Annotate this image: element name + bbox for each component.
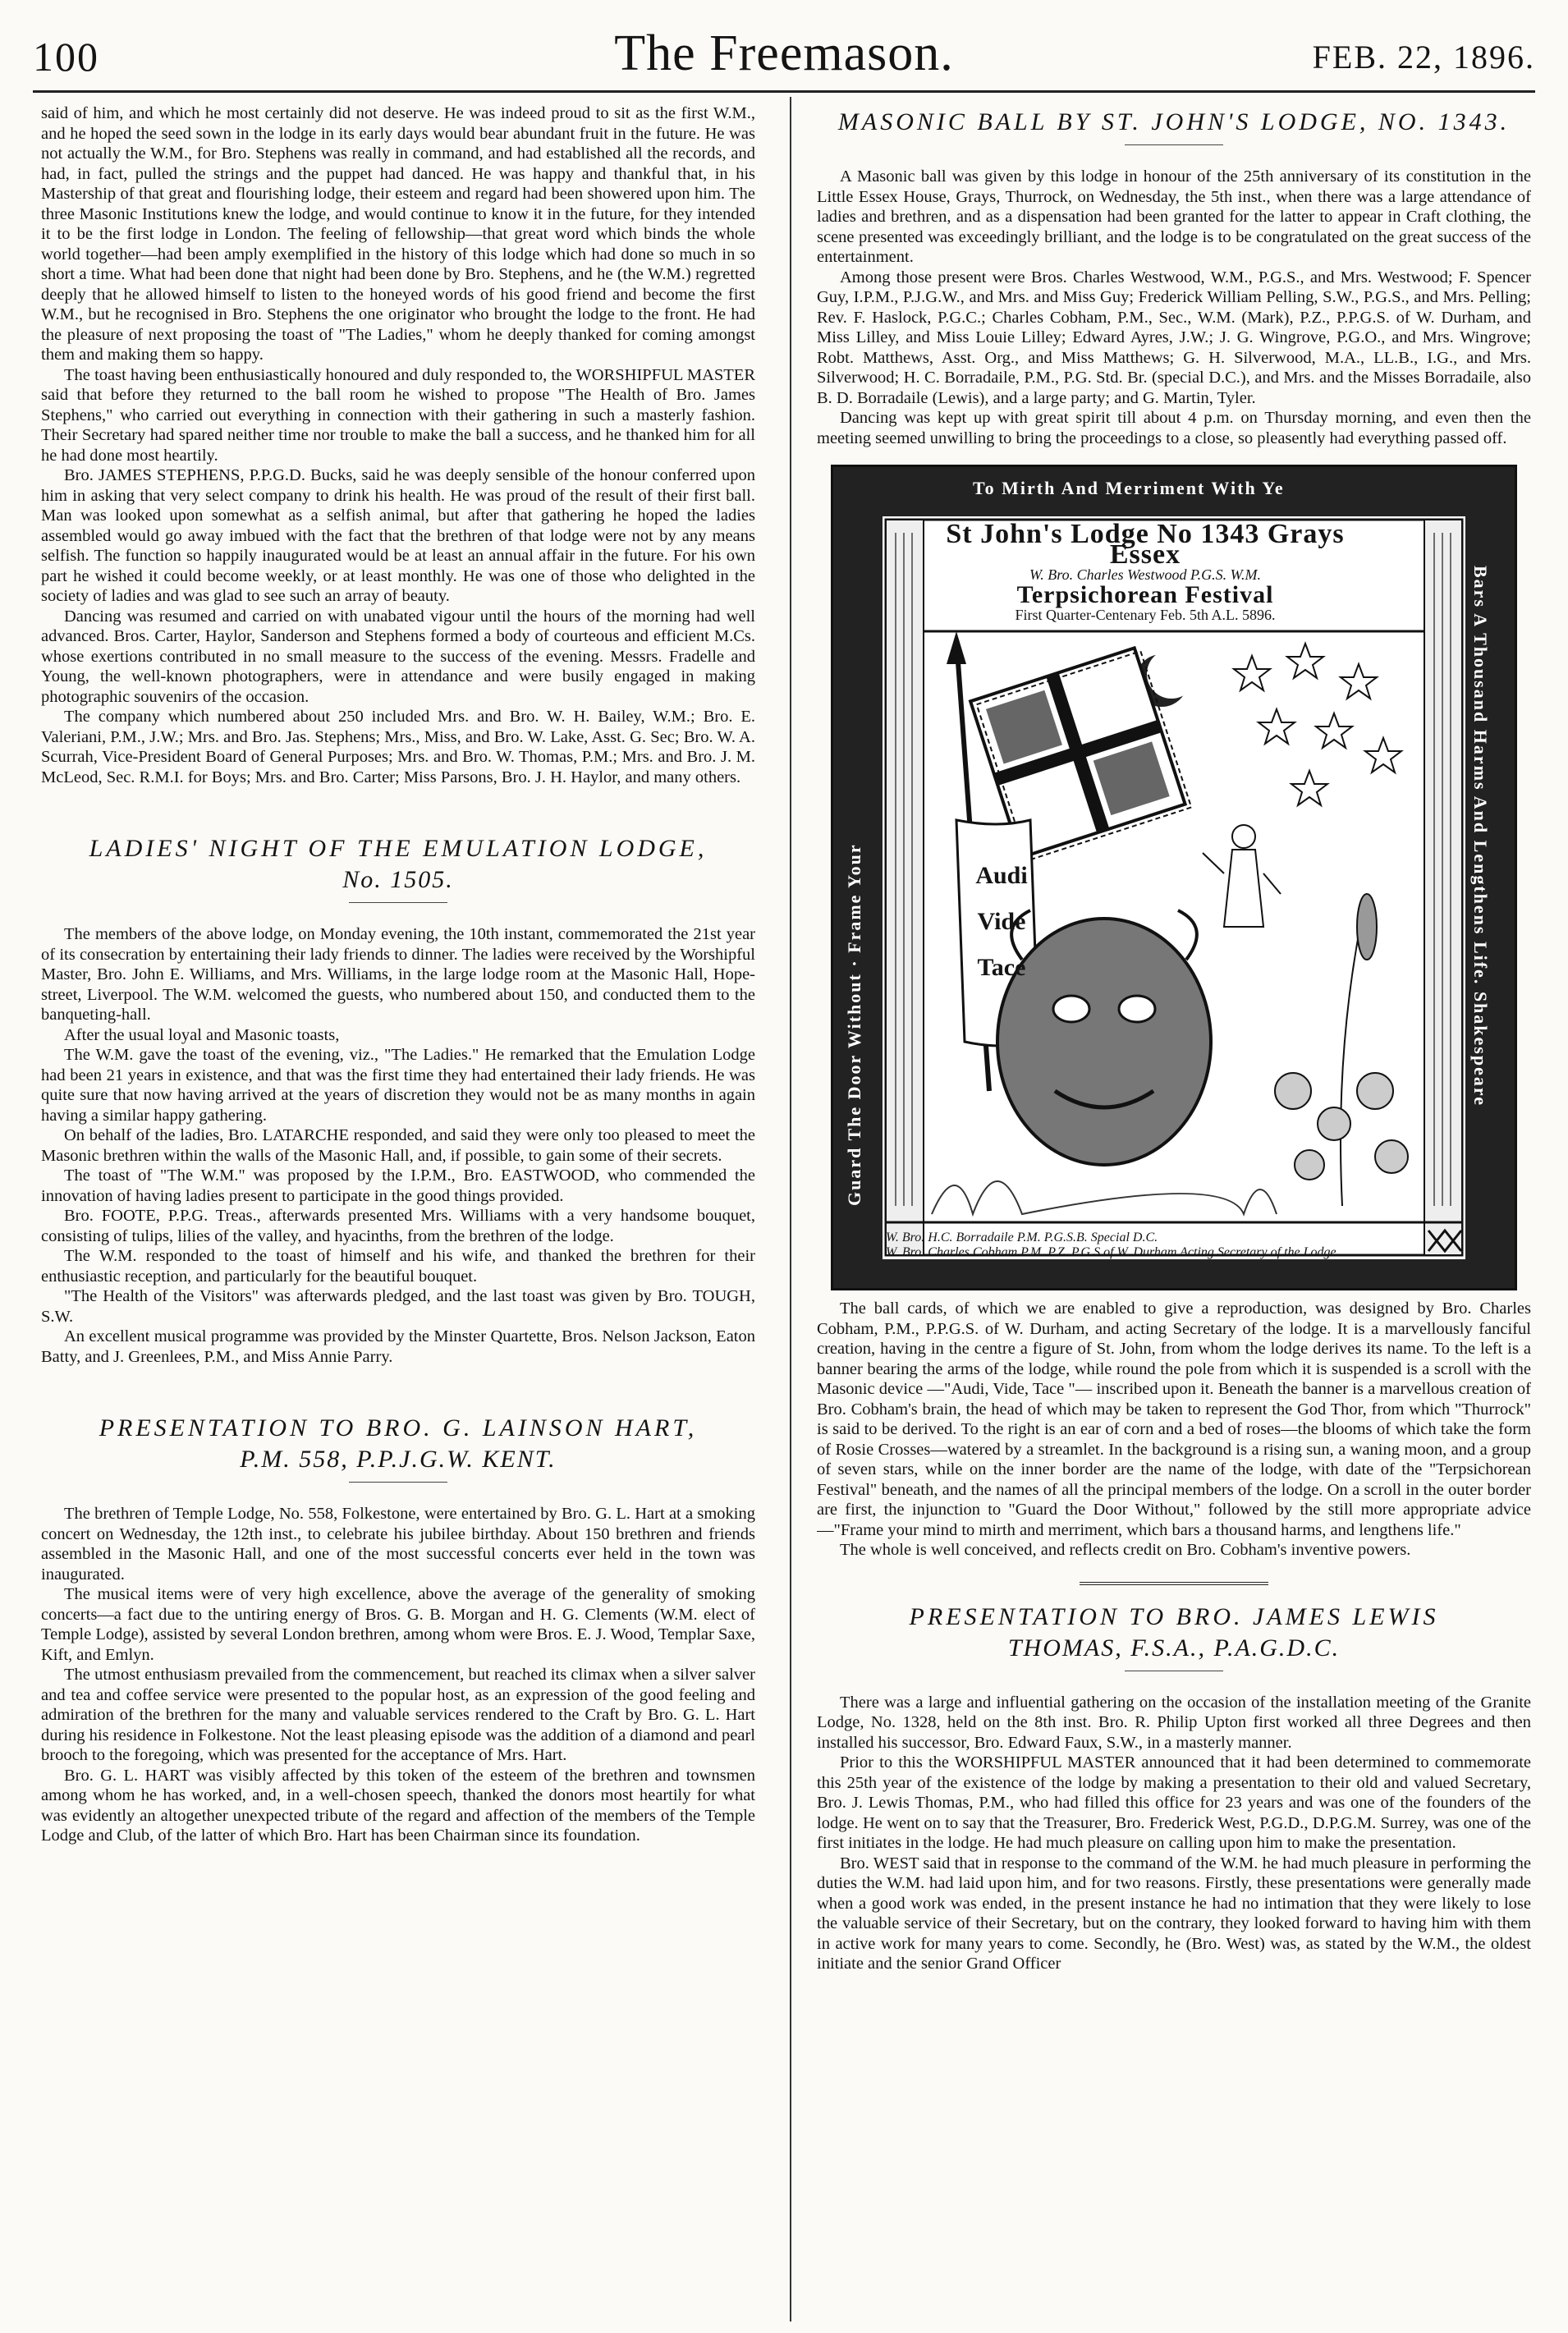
- article-paragraph: The toast of "The W.M." was proposed by the I.P.M., Bro. EASTWOOD, who commended the innovation of having ladies present to participate in the good things provided.: [41, 1166, 755, 1205]
- newspaper-title: The Freemason.: [614, 25, 954, 81]
- article-paragraph: "The Health of the Visitors" was afterwards pledged, and the last toast was given by Bro. TOUGH, S.W.: [41, 1287, 755, 1326]
- article-paragraph: There was a large and influential gathering on the occasion of the installation meeting of the Granite Lodge, No. 1328, held on the 8th inst. Bro. R. Philip Upton first worked all three Degrees and then installed his successor, Bro. Edward Faux, S.W., in a masterly manner.: [817, 1693, 1531, 1752]
- headline-subtitle: P.M. 558, P.P.J.G.W. KENT.: [240, 1446, 557, 1473]
- left-border-scroll: Guard The Door Without · Frame Your: [844, 843, 864, 1206]
- article-paragraph: The W.M. responded to the toast of himself and his wife, and thanked the brethren for their enthusiastic reception, and particularly for the beautiful bouquet.: [41, 1247, 755, 1286]
- article-paragraph: The utmost enthusiasm prevailed from the commencement, but reached its climax when a silver salver and tea and coffee service were presented to the popular host, as an expression of the good feeling and admiration of the brethren for the many and valuable services rendered to the Craft by Bro. G. L. Hart during his residence in Folkestone. Not the least pleasing episode was the addition of a diamond and pearl brooch to the foregoing, which was presented for the acceptance of Mrs. Hart.: [41, 1666, 755, 1764]
- right-border-scroll: Bars A Thousand Harms And Lengthens Life. Shakespeare: [1470, 566, 1491, 1107]
- top-border-scroll: To Mirth And Merriment With Ye: [973, 478, 1285, 498]
- article-paragraph: Prior to this the WORSHIPFUL MASTER announced that it had been determined to commemorate this 25th year of the existence of the lodge by making a presentation to their old and valued Secretary, Bro. J. Lewis Thomas, P.M., who had filled this office for 23 years and was one of the founders of the lodge. He went on to say that the Treasurer, Bro. Frederick West, P.G.D., D.P.G.M. Surrey, was one of the first initiates in the lodge. He had much pleasure on calling upon him to make the presentation.: [817, 1753, 1531, 1852]
- page-number: 100: [33, 34, 99, 80]
- article-paragraph: Dancing was kept up with great spirit till about 4 p.m. on Thursday morning, and even then the meeting seemed unwilling to bring the proceedings to a close, so pleasently had everything passed off.: [817, 409, 1531, 447]
- article-paragraph: A Masonic ball was given by this lodge in honour of the 25th anniversary of its constitution in the Little Essex House, Grays, Thurrock, on Wednesday, the 5th inst., when there was a large attendance of ladies and brethren, and as a dispensation had been granted for the latter to appear in Craft clothing, the scene presented was exceedingly brilliant, and the lodge is to be congratulated on the great success of the entertainment.: [817, 167, 1531, 266]
- article-paragraph: Bro. JAMES STEPHENS, P.P.G.D. Bucks, said he was deeply sensible of the honour conferred upon him in asking that very select company to drink his health. He was proud of the result of their first ball. Man was looked upon somewhat as a selfish animal, but after that gathering he hoped the ladies assembled would go away imbued with the fact that the brethren of that lodge were not by any means selfish. The function so happily inaugurated would be at least an annual affair in the future. For his own part he wished it could become weekly, or at least monthly. He was one of those who delighted in the society of ladies and was glad to see such an array of beauty.: [41, 466, 755, 605]
- headline-subtitle: No. 1505.: [342, 866, 454, 893]
- divider-rule: [349, 902, 447, 903]
- article-paragraph: The W.M. gave the toast of the evening, viz., "The Ladies." He remarked that the Emulation Lodge had been 21 years in existence, and that was the first time they had entertained their lady friends. He was quite sure that now having arrived at the years of discretion they would not be as many months in again having a similar happy gathering.: [41, 1046, 755, 1125]
- article-paragraph: Among those present were Bros. Charles Westwood, W.M., P.G.S., and Mrs. Westwood; F. Spencer Guy, I.P.M., P.J.G.W., and Mrs. and Miss Guy; Frederick William Pelling, S.W., P.G.S., and Mrs. Pelling; Rev. F. Haslock, P.G.C.; Charles Cobham, P.M., Sec., W.M. (Mark), P.Z., P.P.G.S. of W. Durham, and Miss Lilley, and Miss Louie Lilley; Edward Ayres, J.W.; J. G. Wingrove, P.G.O., and Mrs. Wingrove; Robt. Matthews, Asst. Org., and Miss Matthews; G. H. Silverwood, M.A., LL.B., I.G., and Mrs. Silverwood; H. C. Borradaile, P.M., P.G. Std. Br. (special D.C.), and Mrs. and the Misses Borradaile, also B. D. Borradaile (Lewis), and a large party; and G. Martin, Tyler.: [817, 268, 1531, 407]
- headline-title: MASONIC BALL BY ST. JOHN'S LODGE, NO. 1343.: [837, 108, 1511, 135]
- right-column: [817, 103, 1531, 2320]
- card-title-block: [915, 519, 1375, 626]
- article-paragraph: An excellent musical programme was provided by the Minster Quartette, Bros. Nelson Jackson, Eaton Batty, and J. Greenlees, P.M., and Miss Annie Parry.: [41, 1327, 755, 1366]
- headline-masonic-ball: [817, 107, 1531, 138]
- card-lodge-name: St John's Lodge No 1343 Grays Essex: [946, 519, 1345, 570]
- article-paragraph: The toast having been enthusiastically honoured and duly responded to, the WORSHIPFUL MASTER said that before they returned to the ball room he wished to propose "The Health of Bro. James Stephens," who carried out everything in connection with their gathering in such a masterly fashion. Their Secretary had spared neither time nor trouble to make the ball a success, and he thanked him for all he had done most heartily.: [41, 365, 755, 465]
- article-paragraph: Bro. G. L. HART was visibly affected by this token of the esteem of the brethren and townsmen among whom he has worked, and, in a well-chosen speech, thanked the donors most heartily for what was evidently an altogether unexpected tribute of the regard and affection of the members of the Temple Lodge and Club, of the latter of which Bro. Hart has been Chairman since its foundation.: [41, 1766, 755, 1845]
- ball-card-illustration: [831, 465, 1517, 1290]
- card-festival-title: Terpsichorean Festival: [1016, 580, 1274, 608]
- divider-rule: [1080, 1582, 1268, 1587]
- left-column: [41, 103, 755, 2320]
- article-paragraph: The brethren of Temple Lodge, No. 558, Folkestone, were entertained by Bro. G. L. Hart at a smoking concert on Wednesday, the 12th inst., to celebrate his jubilee birthday. About 150 brethren and friends assembled in the Masonic Hall, and one of the most successful concerts ever held in the town was inaugurated.: [41, 1505, 755, 1584]
- card-festival-date: First Quarter-Centenary Feb. 5th A.L. 5896.: [1015, 607, 1276, 623]
- headline-title: PRESENTATION TO BRO. JAMES LEWIS: [909, 1602, 1439, 1630]
- inner-right-names-band: [1424, 520, 1462, 1255]
- card-worshipful-master: W. Bro. Charles Westwood P.G.S. W.M.: [1029, 566, 1262, 583]
- headline-ladies-night: [41, 833, 755, 896]
- divider-rule: [349, 1482, 447, 1483]
- card-footer-line: W. Bro. Charles Cobham P.M. P.Z. P.G.S.of W. Durham Acting Secretary of the Lodge.: [886, 1245, 1340, 1259]
- article-paragraph: The company which numbered about 250 included Mrs. and Bro. W. H. Bailey, W.M.; Bro. E. Valeriani, P.M., J.W.; Mrs. and Bro. Jas. Stephens; Mrs., Miss, and Bro. W. Lake, Asst. G. Sec; Bro. W. A. Scurrah, Vice-President Board of General Purposes; Mrs. and Bro. W. Thomas, P.M.; Mrs. and Bro. J. M. McLeod, Sec. R.M.I. for Boys; Mrs. and Bro. Carter; Miss Parsons, Bro. J. H. Haylor, and many others.: [41, 708, 755, 786]
- divider-rule: [1125, 144, 1223, 145]
- article-paragraph: The musical items were of very high excellence, above the average of the generality of smoking concerts—a fact due to the untiring energy of Bros. G. B. Morgan and H. G. Clements (W.M. elect of Temple Lodge), assisted by several London brethren, among whom were Bros. E. J. Wood, Templar Saxe, Kift, and Emlyn.: [41, 1585, 755, 1664]
- card-footer: [886, 1231, 1378, 1260]
- inner-left-names-band: [886, 520, 924, 1255]
- article-paragraph: The members of the above lodge, on Monday evening, the 10th instant, commemorated the 21st year of its consecration by entertaining their lady friends to dinner. The ladies were received by the Worshipful Master, Bro. John E. Williams, and Mrs. Williams, in the large lodge room at the Masonic Hall, Hope-street, Liverpool. The W.M. welcomed the guests, who numbered about 150, and conducted them to the banqueting-hall.: [41, 925, 755, 1024]
- article-paragraph: Dancing was resumed and carried on with unabated vigour until the hours of the morning had well advanced. Bros. Carter, Haylor, Sanderson and Stephens formed a body of courteous and efficient M.Cs. whose exertions contributed in no small measure to the success of the evening. Messrs. Fradelle and Young, the well-known photographers, were in attendance and were busily engaged in making photographic souvenirs of the occasion.: [41, 607, 755, 706]
- headline-title: LADIES' NIGHT OF THE EMULATION LODGE,: [89, 835, 708, 862]
- article-paragraph: Bro. WEST said that in response to the command of the W.M. he had much pleasure in performing the duties the W.M. had laid upon him, and for two reasons. Firstly, these presentations were generally made when a good work was ended, in the present instance he had no intimation that they were likely to lose the valuable service of their Secretary, but on the contrary, they looked forward to having him with them in active work for many years to come. Secondly, he (Bro. West) was, as stated by the W.M., the oldest initiate and the senior Grand Officer: [817, 1854, 1531, 1973]
- article-paragraph: The ball cards, of which we are enabled to give a reproduction, was designed by Bro. Charles Cobham, P.M., P.P.G.S. of W. Durham, and acting Secretary of the lodge. It is a marvellously fanciful creation, having in the centre a figure of St. John, from whom the lodge derives its name. To the left is a banner bearing the arms of the lodge, while round the pole from which it is suspended is a scroll with the Masonic device —"Audi, Vide, Tace "— inscribed upon it. Beneath the banner is a marvellous creation of Bro. Cobham's brain, the head of which may be taken to represent the God Thor, from which "Thurrock" is said to be derived. To the right is an ear of corn and a bed of roses—the blooms of which take the form of Rosie Crosses—watered by a streamlet. In the background is a rising sun, a waning moon, and a group of seven stars, while on the inner border are the name of the lodge, with date of the "Terpsichorean Festival" beneath, and the names of all the principal members of the lodge. On a scroll in the outer border are first, the injunction to "Guard the Door Without," followed by the still more appropriate advice—"Frame your mind to mirth and merriment, which bars a thousand harms, and lengthens life.": [817, 1299, 1531, 1539]
- headline-presentation-thomas: [817, 1602, 1531, 1664]
- masthead: [33, 25, 1535, 92]
- article-paragraph: The whole is well conceived, and reflects credit on Bro. Cobham's inventive powers.: [840, 1541, 1411, 1559]
- headline-subtitle: THOMAS, F.S.A., P.A.G.D.C.: [1007, 1634, 1341, 1662]
- card-footer-line: W. Bro. H.C. Borradaile P.M. P.G.S.B. Special D.C.: [886, 1231, 1158, 1244]
- card-motto: [956, 853, 1047, 991]
- column-divider: [790, 97, 791, 2322]
- article-paragraph: On behalf of the ladies, Bro. LATARCHE responded, and said they were only too pleased to meet the Masonic brethren within the walls of the Masonic Hall, and, if possible, to gain some of their secrets.: [41, 1126, 755, 1165]
- headline-title: PRESENTATION TO BRO. G. LAINSON HART,: [99, 1414, 698, 1442]
- article-paragraph: said of him, and which he most certainly did not deserve. He was indeed proud to sit as the first W.M., and he hoped the seed sown in the lodge in its early days would bear abundant fruit in the future. He was not actually the W.M., for Bro. Stephens was really in command, and had established all the records, and had, in fact, pulled the strings and the puppet had danced. He was happy and thankful that, in his Mastership of that great and flourishing lodge, their esteem and regard had been showered upon him. The three Masonic Institutions knew the lodge, and would continue to know it in the future, for they intended it to be the first lodge in London. The feeling of fellowship—that great word which binds the whole world together—had been amply exemplified in the history of this lodge which had done so much in so short a time. What had been done that night had been done by Bro. Stephens, and he (the W.M.) regretted deeply that he allowed himself to listen to the honeyed words of his good friend and become the first W.M., but he recognised in Bro. Stephens the one originator who brought the lodge to the front. He had the pleasure of next proposing the toast of "The Ladies," whom he deeply thanked for coming amongst them and making them so happy.: [41, 104, 755, 364]
- motto-word: Audi: [975, 862, 1028, 889]
- masthead-rule: [33, 90, 1535, 93]
- bottom-border-band: [833, 1259, 1515, 1288]
- headline-presentation-hart: [41, 1413, 755, 1475]
- article-paragraph: Bro. FOOTE, P.P.G. Treas., afterwards presented Mrs. Williams with a very handsome bouquet, consisting of tulips, lilies of the valley, and hyacinths, from the brethren of the lodge.: [41, 1207, 755, 1245]
- motto-word: Tace: [977, 954, 1026, 981]
- issue-date: FEB. 22, 1896.: [1312, 39, 1535, 76]
- article-paragraph: After the usual loyal and Masonic toasts,: [64, 1025, 340, 1044]
- motto-word: Vide: [977, 908, 1026, 935]
